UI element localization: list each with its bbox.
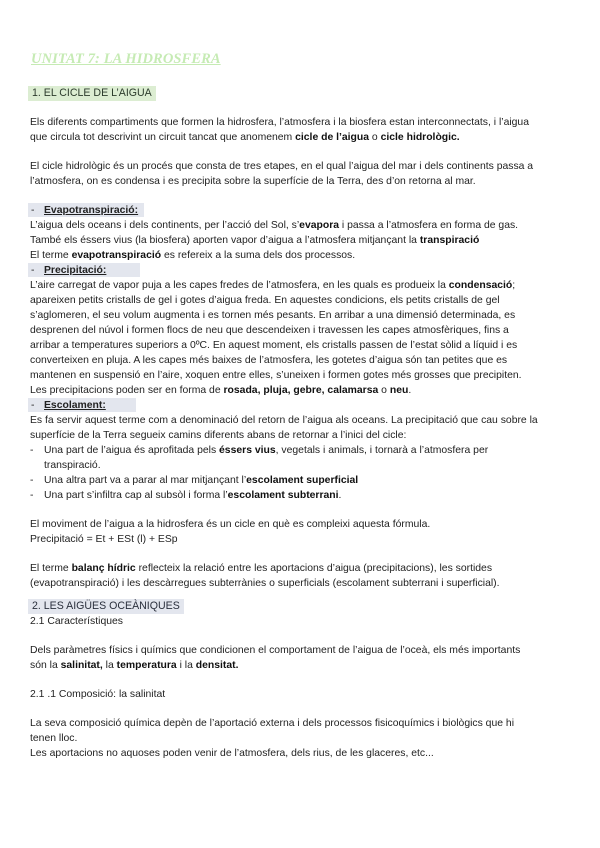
list-item-text [44, 488, 564, 503]
text-line [30, 746, 575, 761]
text-line [30, 517, 575, 532]
text-line [30, 338, 575, 353]
text-line [30, 428, 575, 443]
text-run: La seva composició química depèn de l’aportació externa i dels processos fisicoquímics i biològics que hi [30, 718, 514, 729]
text-run: o [369, 132, 381, 143]
bold-term: condensació [448, 280, 513, 291]
precipitacio-label: Precipitació: [44, 265, 107, 276]
evapotranspiracio-heading [28, 203, 144, 217]
escolament-label: Escolament: [44, 400, 106, 411]
text-run: El terme [30, 563, 72, 574]
text-run: . [408, 385, 412, 396]
text-run: tenen lloc. [30, 733, 78, 744]
text-line [30, 731, 575, 746]
bold-term: temperatura [116, 660, 177, 671]
list-dash: - [30, 475, 34, 486]
text-run: o [378, 385, 390, 396]
formula-paragraph [30, 517, 575, 547]
text-run: Precipitació = Et + ESt (l) + ESp [30, 534, 178, 545]
text-run: desprenen del núvol i formen flocs de neu que descendeixen i travessen les capes atmosfèriques, fins a [30, 325, 509, 336]
text-run: i la [176, 660, 196, 671]
list-dash: - [30, 490, 34, 501]
text-run: L’aire carregat de vapor puja a les capes fredes de l’atmosfera, en les quals es produeix la [30, 280, 449, 291]
precipitacio-heading [28, 263, 140, 277]
evapotranspiracio-paragraph [30, 218, 575, 263]
composicio-paragraph [30, 716, 575, 761]
text-run: que circula tot descrivint un circuit tancat que anomenem [30, 132, 296, 143]
unit-title: UNITAT 7: LA HIDROSFERA [31, 51, 221, 67]
text-line [30, 308, 575, 323]
text-run: arribar a temperatures superiors a 0ºC. En aquest moment, els cristalls passen de l’estat sòlid a líquid i es [30, 340, 518, 351]
bold-term: evapora [299, 220, 340, 231]
text-line [44, 488, 564, 503]
escolament-paragraph [30, 413, 575, 443]
text-run: reflecteix la relació entre les aportacions d’aigua (precipitacions), les sortides [135, 563, 493, 574]
bullet-dash: - [31, 265, 35, 276]
text-line [30, 716, 575, 731]
text-line [44, 458, 564, 473]
bold-term: cicle de l’aigua [295, 132, 370, 143]
text-line [30, 353, 575, 368]
bold-term: cicle hidrològic. [380, 132, 460, 143]
bold-term: salinitat, [60, 660, 103, 671]
bold-term: rosada, pluja, gebre, calamarsa [223, 385, 379, 396]
text-line [30, 413, 575, 428]
bold-term: transpiració [419, 235, 480, 246]
text-line [30, 233, 575, 248]
text-line [30, 248, 575, 263]
text-line [44, 473, 564, 488]
cycle-paragraph [30, 159, 575, 189]
subsection-heading: 2.1 Característiques [30, 616, 123, 627]
text-run: Es fa servir aquest terme com a denominació del retorn de l’aigua als oceans. La precipitació que cau sobre la [30, 415, 538, 426]
text-run: Una part de l’aigua és aprofitada pels [44, 445, 220, 456]
text-line [30, 532, 575, 547]
text-run: El cicle hidrològic és un procés que consta de tres etapes, en el qual l’aigua del mar i dels continents passa a [30, 161, 534, 172]
text-run: i passa a l’atmosfera en forma de gas. [339, 220, 519, 231]
bold-term: balanç hídric [71, 563, 136, 574]
precipitacio-paragraph [30, 278, 575, 398]
text-line [30, 383, 575, 398]
text-run: es refereix a la suma dels dos processos. [161, 250, 356, 261]
text-run: Una part s’infiltra cap al subsòl i forma l’ [44, 490, 228, 501]
text-line [30, 115, 575, 130]
text-run: mantenen en suspensió en l’aire, xoquen entre elles, s’uneixen i formen gotes més grosses que precipiten. [30, 370, 522, 381]
subsubsection-heading: 2.1 .1 Composició: la salinitat [30, 689, 166, 700]
text-line [30, 368, 575, 383]
text-run: També els éssers vius (la biosfera) aporten vapor d’aigua a l’atmosfera mitjançant la [30, 235, 420, 246]
text-run: (evapotranspiració) i les descàrregues subterrànies o superficials (escolament subterrani i superficial). [30, 578, 500, 589]
text-run: la [102, 660, 117, 671]
list-dash: - [30, 445, 34, 456]
text-line [44, 443, 564, 458]
text-line [30, 643, 575, 658]
bullet-dash: - [31, 400, 35, 411]
text-run: El terme [30, 250, 72, 261]
list-item-text [44, 443, 564, 473]
text-line [30, 561, 575, 576]
text-run: Dels paràmetres físics i químics que condicionen el comportament de l’aigua de l’oceà, els més importants [30, 645, 521, 656]
bold-term: densitat. [195, 660, 239, 671]
text-line [30, 174, 575, 189]
text-run: transpiració. [44, 460, 101, 471]
list-item-text [44, 473, 564, 488]
text-run: L’aigua dels oceans i dels continents, per l’acció del Sol, s’ [30, 220, 300, 231]
text-line [30, 293, 575, 308]
text-run: Les precipitacions poden ser en forma de [30, 385, 224, 396]
section-2-heading: 2. LES AIGÜES OCEÀNIQUES [28, 599, 184, 614]
text-run: . [338, 490, 342, 501]
text-run: Les aportacions no aquoses poden venir de l’atmosfera, dels rius, de les glaceres, etc... [30, 748, 434, 759]
text-run: converteixen en pluja. A les capes més baixes de l’atmosfera, les gotetes d’aigua són tan petites que es [30, 355, 508, 366]
parametres-paragraph [30, 643, 575, 673]
text-line [30, 218, 575, 233]
text-run: , vegetals i animals, i tornarà a l’atmosfera per [275, 445, 489, 456]
text-run: s’aglomeren, el seu volum augmenta i es tornen més pesants. En arribar a una dimensió determinada, es [30, 310, 516, 321]
text-line [30, 323, 575, 338]
section-1-heading: 1. EL CICLE DE L’AIGUA [28, 86, 156, 101]
balanc-hidric-paragraph [30, 561, 575, 591]
intro-paragraph [30, 115, 575, 145]
evapotranspiracio-label: Evapotranspiració: [44, 205, 139, 216]
text-line [30, 159, 575, 174]
text-run: l’atmosfera, on es condensa i es precipita sobre la superfície de la Terra, des d’on retorna al mar. [30, 176, 476, 187]
text-run: ; [512, 280, 516, 291]
text-line [30, 576, 575, 591]
text-line [30, 278, 575, 293]
bold-term: escolament subterrani [227, 490, 339, 501]
bold-term: neu [389, 385, 409, 396]
text-line [30, 130, 575, 145]
text-line [30, 658, 575, 673]
text-run: Els diferents compartiments que formen la hidrosfera, l’atmosfera i la biosfera estan interconnectats, i l’aigua [30, 117, 529, 128]
text-run: superfície de la Terra segueix camins diferents abans de retornar a l’inici del cicle: [30, 430, 407, 441]
text-run: apareixen petits cristalls de gel i gotes d’aigua freda. En aquestes condicions, els petits cristalls de gel [30, 295, 500, 306]
text-run: El moviment de l’aigua a la hidrosfera és un cicle en què es compleixi aquesta fórmula. [30, 519, 431, 530]
bold-term: evapotranspiració [71, 250, 162, 261]
text-run: són la [30, 660, 61, 671]
text-run: Una altra part va a parar al mar mitjançant l’ [44, 475, 247, 486]
bold-term: escolament superficial [246, 475, 359, 486]
bullet-dash: - [31, 205, 35, 216]
escolament-heading [28, 398, 136, 412]
bold-term: éssers vius [219, 445, 276, 456]
